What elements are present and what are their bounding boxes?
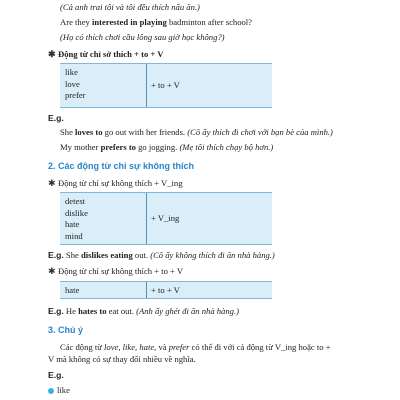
eg-label: E.g. [48, 370, 64, 380]
verb-item: prefer [65, 90, 86, 101]
text-span: go jogging. [135, 142, 180, 152]
translation-line: (Cả anh trai tôi và tôi đều thích nấu ăn.) [60, 2, 200, 12]
translation-span: (Cô ấy thích đi chơi với bạn bè của mình.) [187, 127, 333, 137]
verb-item: love [65, 78, 80, 89]
rule-line [48, 178, 183, 189]
rule-text: Động từ chỉ sự không thích + V_ing [58, 178, 183, 188]
rule-text: Động từ chỉ sở thích + to + V [58, 49, 164, 59]
section-heading-2: 2. Các động từ chỉ sự không thích [48, 161, 195, 171]
asterisk-icon: ✱ [48, 49, 56, 59]
verb-item: mind [65, 230, 83, 241]
form-text: + to + V [151, 80, 180, 91]
verb-list [60, 282, 147, 298]
asterisk-icon: ✱ [48, 178, 56, 188]
verb-table-like [60, 63, 272, 108]
verb-form [147, 64, 272, 107]
bullet-icon [48, 388, 54, 394]
text-span: She [60, 127, 76, 137]
verb-item: like [65, 67, 78, 77]
asterisk-icon: ✱ [48, 266, 56, 276]
text-span: My mother [60, 142, 101, 152]
verb-list [60, 64, 147, 107]
verb-item: dislike [65, 207, 88, 218]
eg-label: E.g. [48, 113, 64, 123]
rule-line [48, 49, 164, 60]
text-span: badminton after school? [166, 17, 252, 27]
bold-span: interested in playing [91, 17, 167, 27]
text-span: và [156, 342, 169, 352]
verb-table-hate [60, 281, 272, 299]
bullet-item [48, 385, 70, 396]
text-span: có thể đi với cả động từ V_ing hoặc to + [189, 342, 331, 352]
verb-item: hate [65, 219, 80, 230]
example-sentence [60, 142, 273, 153]
translation-span: (Cô ấy không thích đi ăn nhà hàng.) [150, 250, 275, 260]
note-paragraph: V mà không có sự thay đổi nhiều về nghĩa. [48, 354, 196, 364]
form-text: + V_ing [151, 213, 180, 224]
example-sentence [48, 250, 275, 261]
italic-span: prefer [168, 342, 190, 352]
bold-span: hates to [78, 306, 107, 316]
note-paragraph [60, 342, 331, 353]
example-sentence [60, 127, 333, 138]
translation-span: (Mẹ tôi thích chạy bộ hơn.) [179, 142, 274, 152]
text-span: He [63, 306, 79, 316]
translation-span: (Anh ấy ghét đi ăn nhà hàng.) [136, 306, 239, 316]
verb-list [60, 193, 147, 244]
rule-text: Động từ chỉ sự không thích + to + V [58, 266, 184, 276]
text-span: eat out. [106, 306, 137, 316]
verb-form [147, 282, 272, 298]
bold-span: prefers to [100, 142, 136, 152]
bullet-text: like [57, 385, 70, 395]
verb-form [147, 193, 272, 244]
translation-line: (Họ có thích chơi cầu lông sau giờ học không?) [60, 32, 225, 42]
eg-label: E.g. [48, 306, 64, 316]
text-span: Are they [60, 17, 92, 27]
eg-label: E.g. [48, 250, 64, 260]
form-text: + to + V [151, 284, 180, 295]
example-sentence [48, 306, 239, 317]
text-span: out. [132, 250, 151, 260]
verb-table-dislike [60, 192, 272, 245]
bold-span: dislikes eating [80, 250, 133, 260]
bold-span: loves to [75, 127, 103, 137]
rule-line [48, 266, 183, 277]
verb-item: hate [65, 285, 80, 295]
text-span: Các động từ [60, 342, 105, 352]
italic-span: love, like, hate, [104, 342, 157, 352]
example-sentence [60, 17, 252, 28]
text-span: go out with her friends. [102, 127, 188, 137]
text-span: She [63, 250, 81, 260]
verb-item: detest [65, 196, 86, 206]
section-heading-3: 3. Chú ý [48, 325, 84, 335]
